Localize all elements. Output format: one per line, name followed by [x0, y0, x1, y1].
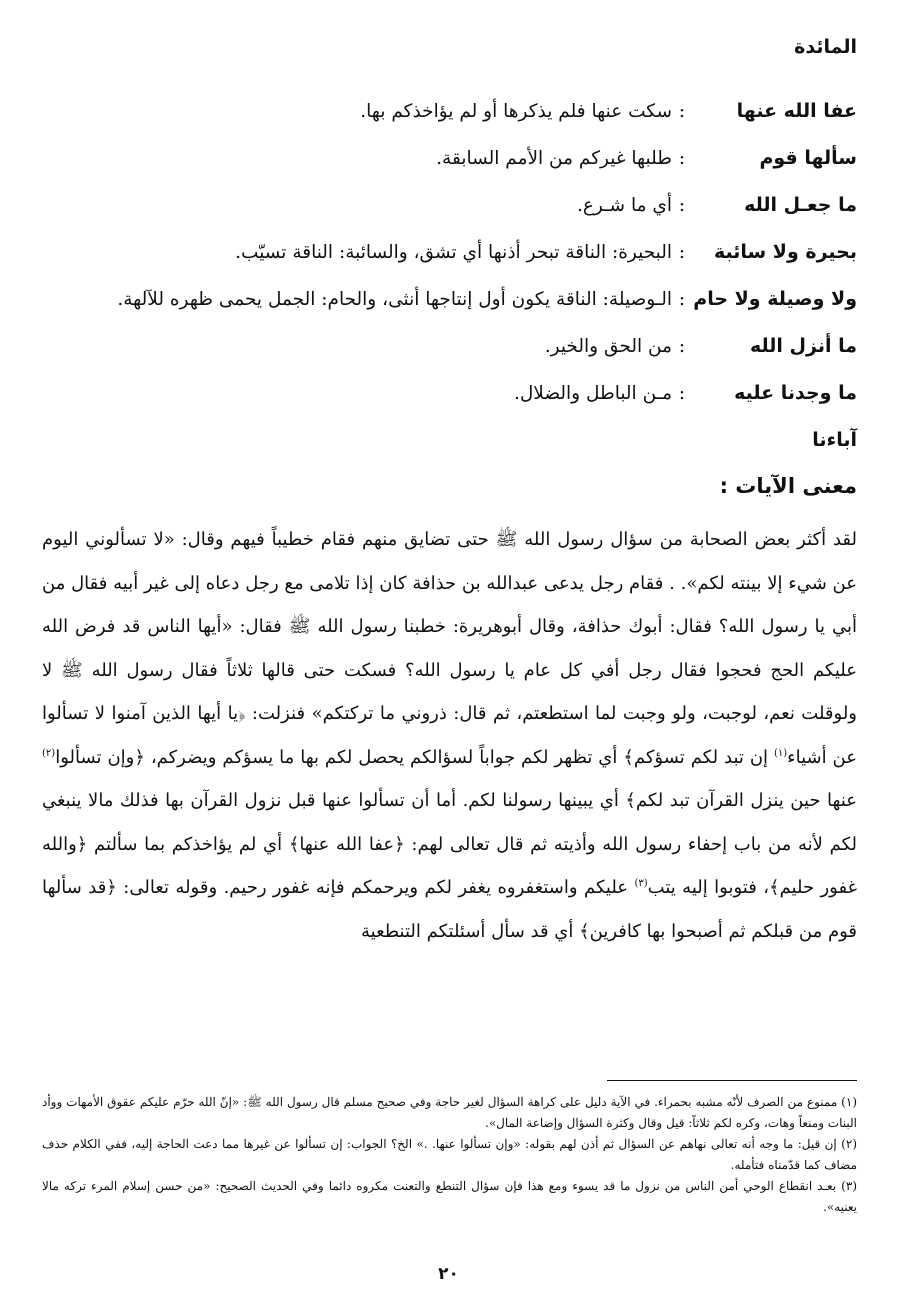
glossary-row [57, 135, 857, 182]
glossary-term: ما وجدنا عليه آباءنا [734, 382, 857, 451]
glossary-colon: : [678, 147, 686, 169]
footnote-marker: (٢) [42, 747, 56, 759]
footnote-marker: (١) [773, 747, 788, 759]
glossary-definition: أي ما شـرع. [577, 195, 672, 216]
glossary-row [57, 276, 857, 323]
footnotes [42, 1092, 857, 1218]
glossary-term: سألها قوم [759, 147, 857, 169]
glossary-colon: : [678, 241, 686, 263]
footnote: (٢) إن قيل: ما وجه أنه تعالى نهاهم عن السؤال ثم أذن لهم بقوله: «وإن تسألوا عنها. .» الخ؟ الجواب: إن تسألوا عن غيرها مما دعت الحاجة إليه، ففي الكلام حذف مضاف كما قدّمناه فتأمله. [42, 1137, 857, 1172]
glossary-colon: : [678, 288, 686, 310]
glossary-colon: : [678, 382, 686, 404]
glossary-colon: : [678, 335, 686, 357]
glossary-term: عفا الله عنها [736, 100, 857, 122]
glossary-term: ما جعـل الله [744, 194, 857, 216]
glossary-list [57, 88, 857, 464]
glossary-row [57, 229, 857, 276]
glossary-definition: البحيرة: الناقة تبحر أذنها أي تشق، والسائبة: الناقة تسيّب. [235, 242, 672, 263]
glossary-row [57, 182, 857, 229]
commentary-body [42, 518, 857, 953]
section-title: معنى الآيات : [719, 474, 857, 498]
commentary-paragraph [42, 518, 857, 953]
commentary-text: إن تبد لكم تسؤكم﴾ أي تظهر لكم جواباً لسؤالكم يحصل لكم بها ما يسؤكم ويضركم، ﴿وإن تسألوا [55, 746, 774, 768]
glossary-term: ما أنزل الله [749, 335, 857, 357]
glossary-row [57, 88, 857, 135]
commentary-text: لقد أكثر بعض الصحابة من سؤال رسول الله ﷺ حتى تضايق منهم فقام خطيباً فيهم وقال: «لا تسألوني اليوم عن شيء إلا بينته لكم». . فقام رجل يدعى عبدالله بن حذافة كان إذا تلامى مع رجل دعاه إلى غير أبيه فقال من أبي يا رسول الله؟ فقال: أبوك حذافة، وقال أبوهريرة: خطبنا رسول الله ﷺ فقال: «أيها الناس قد فرض الله عليكم الحج فحجوا فقال رجل أفي كل عام يا رسول الله؟ فسكت حتى قالها ثلاثاً فقال رسول الله ﷺ لا ولوقلت نعم، لوجبت، ولو وجبت لما استطعتم، ثم قال: ذروني ما تركتكم» فنزلت: ﴿يا أيها الذين آمنوا لا تسألوا عن أشياء [42, 529, 857, 768]
glossary-definition: طلبها غيركم من الأمم السابقة. [436, 148, 672, 169]
footnote-marker: (٣) [634, 878, 648, 889]
footnote: (٣) بعـد انقطاع الوحي أمن الناس من نزول ما قد يسوء ومع هذا فإن سؤال التنطع والتعنت مكروه دائما وفي الحديث الصحيح: «من حسن إسلام المرء تركه مالا يعنيه». [42, 1179, 858, 1214]
glossary-definition: من الحق والخير. [544, 336, 672, 357]
footnote: (١) ممنوع من الصرف لأنّه مشبه بحمراء. في الآية دليل على كراهة السؤال لغير حاجة وفي صحيح مسلم قال رسول الله ﷺ: «إنّ الله حرّم عليكم عقوق الأمهات ووأد البنات ومنعاً وهات، وكره لكم ثلاثاً: قيل وقال وكثرة السؤال وإضاعة المال». [42, 1095, 857, 1130]
running-title: المائدة [794, 36, 857, 58]
page-number: ٢٠ [438, 1264, 459, 1284]
glossary-definition: الـوصيلة: الناقة يكون أول إنتاجها أنثى، والحام: الجمل يحمى ظهره للآلهة. [117, 289, 672, 310]
commentary-text: عنها حين ينزل القرآن تبد لكم﴾ أي يبينها رسولنا لكم. أما أن تسألوا عنها قبل نزول القرآن بها فذلك مالا ينبغي لكم لأنه من باب إحفاء رسول الله وأذيته ثم قال تعالى لهم: ﴿عفا الله عنها﴾ أي لم يؤاخذكم بما سألتم ﴿والله غفور حليم﴾، فتوبوا إليه يتب [42, 790, 858, 898]
glossary-row [57, 370, 857, 464]
glossary-colon: : [678, 100, 686, 122]
glossary-term: ولا وصيلة ولا حام [693, 288, 857, 310]
glossary-colon: : [678, 194, 686, 216]
glossary-term: بحيرة ولا سائبة [713, 241, 857, 263]
footnote-separator [607, 1080, 857, 1081]
commentary-text: عليكم واستغفروه يغفر لكم ويرحمكم فإنه غفور رحيم. وقوله تعالى: ﴿قد سألها قوم من قبلكم ثم أصبحوا بها كافرين﴾ أي قد سأل أسئلتكم التنطعية [42, 877, 857, 942]
glossary-definition: سكت عنها فلم يذكرها أو لم يؤاخذكم بها. [360, 101, 672, 122]
glossary-definition: مـن الباطل والضلال. [513, 383, 672, 404]
glossary-row [57, 323, 857, 370]
